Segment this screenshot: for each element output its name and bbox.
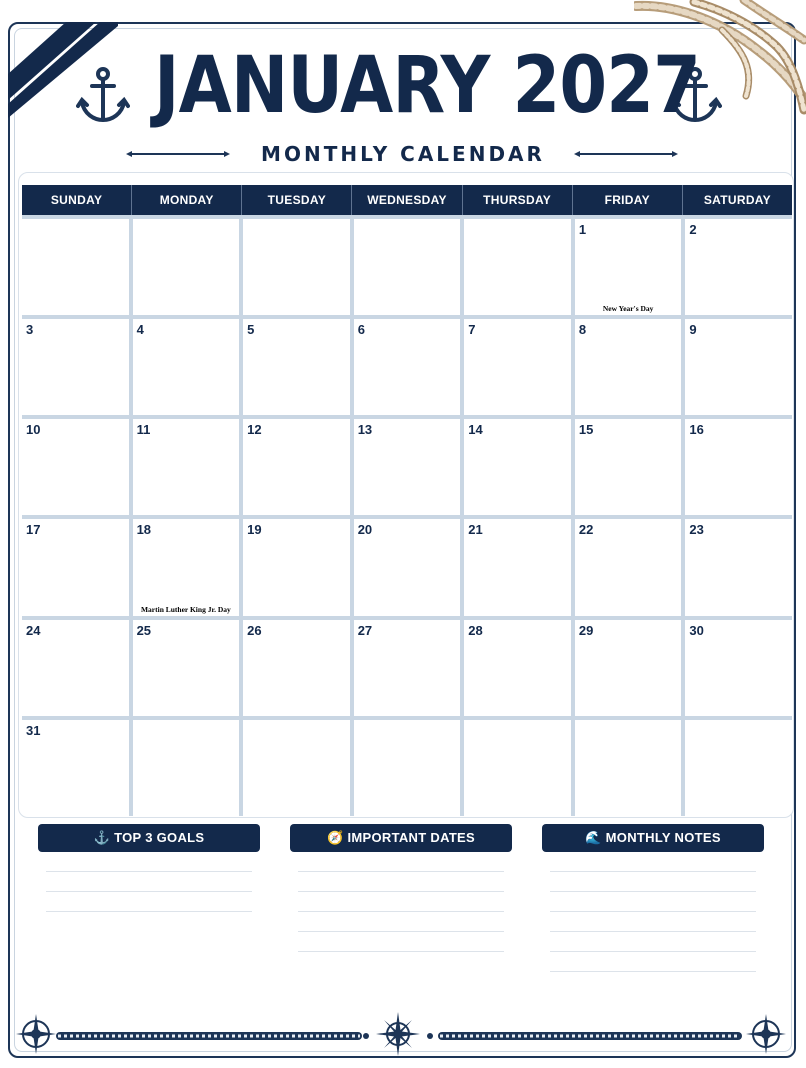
- day-cell[interactable]: [133, 419, 240, 515]
- anchor-icon: [76, 66, 130, 124]
- important-dates-section: [290, 824, 512, 952]
- day-number: 13: [357, 422, 373, 438]
- day-number: 11: [136, 422, 151, 438]
- day-cell[interactable]: [575, 319, 682, 415]
- day-number: 16: [689, 422, 704, 438]
- day-number: 9: [689, 322, 697, 338]
- writing-line[interactable]: [298, 932, 504, 952]
- day-cell[interactable]: [243, 419, 350, 515]
- section-label: TOP 3 GOALS: [114, 830, 205, 845]
- rope-border: [56, 1032, 362, 1040]
- day-number: 4: [136, 322, 144, 338]
- day-number: 20: [357, 522, 373, 538]
- writing-line[interactable]: [550, 952, 756, 972]
- monthly-notes-section: [542, 824, 764, 972]
- day-number: 28: [468, 622, 483, 638]
- date-lines: [290, 852, 512, 952]
- day-cell[interactable]: [133, 620, 240, 716]
- day-cell[interactable]: [354, 219, 461, 315]
- rope-border: [438, 1032, 742, 1040]
- day-cell[interactable]: [133, 319, 240, 415]
- day-cell[interactable]: [133, 720, 240, 816]
- dot-ornament: [362, 1032, 370, 1040]
- day-cell[interactable]: [464, 620, 571, 716]
- day-number: 19: [247, 522, 262, 538]
- day-number: 26: [247, 622, 262, 638]
- day-number: 31: [26, 722, 41, 738]
- weekday-label: TUESDAY: [242, 185, 352, 215]
- compass-rose-icon: [376, 1012, 420, 1056]
- day-number: 2: [689, 222, 697, 237]
- weekday-label: MONDAY: [132, 185, 242, 215]
- day-cell[interactable]: [575, 720, 682, 816]
- day-cell[interactable]: [133, 219, 240, 315]
- day-cell[interactable]: [464, 519, 571, 615]
- day-cell[interactable]: [464, 219, 571, 315]
- weekday-label: SATURDAY: [703, 193, 771, 207]
- day-number: 6: [357, 322, 365, 338]
- day-number: 24: [26, 622, 41, 638]
- compass-icon: 🧭: [326, 830, 344, 845]
- top-goals-header: [38, 824, 260, 852]
- day-cell[interactable]: [354, 620, 461, 716]
- writing-line[interactable]: [550, 852, 756, 872]
- divider-ornament: [574, 148, 678, 160]
- writing-line[interactable]: [550, 892, 756, 912]
- day-cell[interactable]: [575, 419, 682, 515]
- divider-ornament: [126, 148, 230, 160]
- wave-icon: 🌊: [585, 830, 602, 845]
- day-cell[interactable]: [575, 219, 682, 315]
- writing-line[interactable]: [46, 892, 252, 912]
- writing-line[interactable]: [550, 932, 756, 952]
- calendar-grid: [18, 172, 794, 818]
- day-cell[interactable]: [685, 519, 792, 615]
- day-number: 22: [578, 522, 594, 538]
- page-subtitle: MONTHLY CALENDAR: [261, 142, 545, 166]
- day-cell[interactable]: [464, 720, 571, 816]
- day-number: 5: [247, 322, 255, 338]
- holiday-label: Martin Luther King Jr. Day: [140, 604, 231, 614]
- day-number: 1: [578, 222, 587, 237]
- writing-line[interactable]: [298, 892, 504, 912]
- anchor-icon: ⚓: [93, 830, 111, 845]
- day-cell[interactable]: [133, 519, 240, 615]
- weekday-label: THURSDAY: [463, 185, 573, 215]
- day-cell[interactable]: [22, 519, 129, 615]
- day-cell[interactable]: [464, 419, 571, 515]
- day-number: 7: [468, 322, 476, 338]
- day-cell[interactable]: [354, 720, 461, 816]
- day-cell[interactable]: [243, 519, 350, 615]
- day-number: 25: [136, 622, 152, 638]
- writing-line[interactable]: [46, 872, 252, 892]
- goal-lines: [38, 852, 260, 912]
- writing-line[interactable]: [46, 852, 252, 872]
- day-cell[interactable]: [354, 419, 461, 515]
- day-number: 21: [468, 522, 483, 538]
- writing-line[interactable]: [298, 872, 504, 892]
- day-cell[interactable]: [685, 720, 792, 816]
- day-cell[interactable]: [464, 319, 571, 415]
- day-cell[interactable]: [685, 219, 792, 315]
- calendar-days: [22, 215, 792, 816]
- writing-line[interactable]: [550, 872, 756, 892]
- page-title: JANUARY 2027: [153, 41, 700, 131]
- compass-rose-icon: [744, 1012, 788, 1056]
- day-number: 14: [468, 422, 483, 438]
- compass-rose-icon: [14, 1012, 58, 1056]
- section-label: IMPORTANT DATES: [347, 830, 475, 845]
- writing-line[interactable]: [298, 852, 504, 872]
- weekday-header: [22, 185, 792, 215]
- day-cell[interactable]: [22, 720, 129, 816]
- note-lines: [542, 852, 764, 972]
- day-cell[interactable]: [22, 419, 129, 515]
- day-cell[interactable]: [243, 319, 350, 415]
- important-dates-header: [290, 824, 512, 852]
- subtitle-row: [126, 140, 680, 168]
- day-cell[interactable]: [354, 519, 461, 615]
- day-cell[interactable]: [575, 519, 682, 615]
- day-cell[interactable]: [243, 620, 350, 716]
- day-cell[interactable]: [685, 419, 792, 515]
- day-number: 30: [689, 622, 704, 638]
- writing-line[interactable]: [550, 912, 756, 932]
- day-number: 12: [247, 422, 262, 438]
- day-cell[interactable]: [22, 319, 129, 415]
- day-cell[interactable]: [243, 219, 350, 315]
- day-cell[interactable]: [354, 319, 461, 415]
- top-goals-section: [38, 824, 260, 912]
- footer-decoration: [14, 1008, 794, 1058]
- holiday-label: New Year's Day: [602, 304, 654, 314]
- dot-ornament: [426, 1032, 434, 1040]
- day-number: 23: [689, 522, 704, 538]
- day-cell[interactable]: [243, 720, 350, 816]
- day-cell[interactable]: [575, 620, 682, 716]
- writing-line[interactable]: [298, 912, 504, 932]
- day-number: 8: [578, 322, 587, 338]
- day-number: 10: [26, 422, 41, 438]
- day-cell[interactable]: [685, 620, 792, 716]
- day-number: 15: [578, 422, 594, 438]
- day-cell[interactable]: [685, 319, 792, 415]
- day-cell[interactable]: [22, 620, 129, 716]
- weekday-label: FRIDAY: [573, 185, 683, 215]
- day-number: 17: [26, 522, 41, 538]
- day-number: 18: [136, 522, 152, 538]
- day-number: 29: [578, 622, 594, 638]
- monthly-notes-header: [542, 824, 764, 852]
- weekday-label: WEDNESDAY: [352, 185, 462, 215]
- section-label: MONTHLY NOTES: [605, 830, 721, 845]
- day-number: 27: [357, 622, 373, 638]
- day-cell[interactable]: [22, 219, 129, 315]
- weekday-label: SUNDAY: [22, 185, 132, 215]
- day-number: 3: [26, 322, 34, 338]
